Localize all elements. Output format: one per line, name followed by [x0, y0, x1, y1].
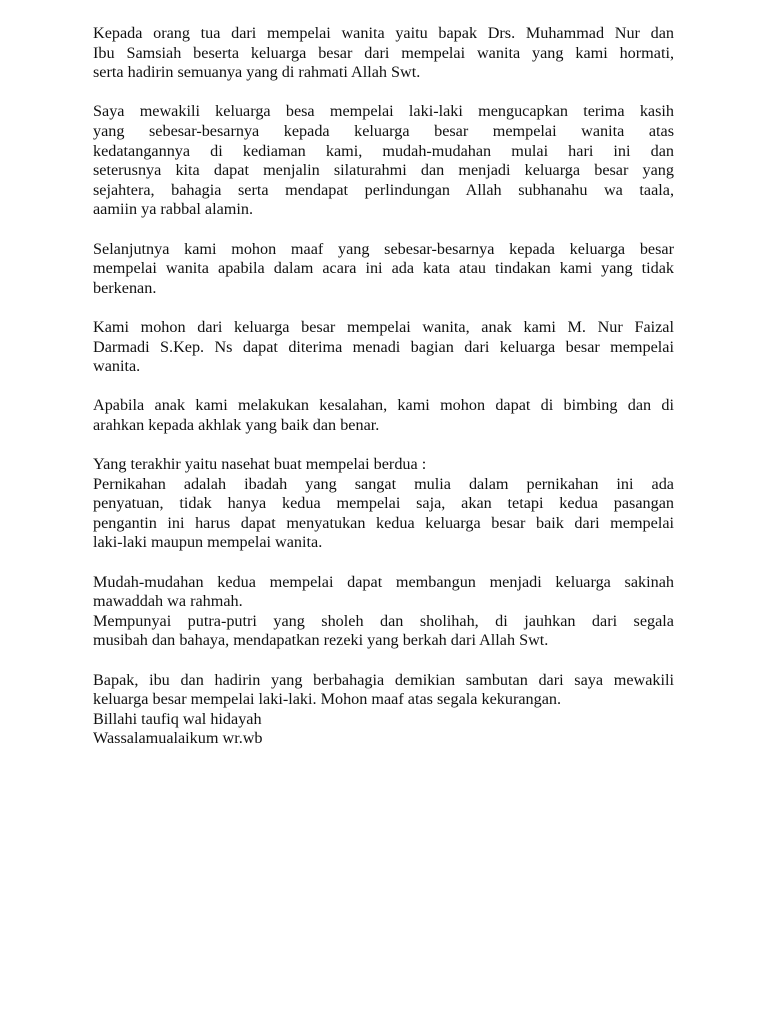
text-line: Mempunyai putra-putri yang sholeh dan sholihah, di jauhkan dari segala: [93, 611, 674, 630]
paragraph-thanks: [93, 102, 674, 220]
text-line: Yang terakhir yaitu nasehat buat mempelai berdua :: [93, 455, 427, 474]
text-line: arahkan kepada akhlak yang baik dan benar.: [93, 415, 380, 434]
text-line: mempelai wanita apabila dalam acara ini ada kata atau tindakan kami yang tidak: [93, 259, 674, 278]
text-line: Kami mohon dari keluarga besar mempelai wanita, anak kami M. Nur Faizal: [93, 317, 674, 336]
paragraph-greeting: [93, 24, 674, 83]
text-line: Kepada orang tua dari mempelai wanita yaitu bapak Drs. Muhammad Nur dan: [93, 24, 674, 42]
text-line: sejahtera, bahagia serta mendapat perlindungan Allah subhanahu wa taala,: [93, 180, 674, 199]
text-line: berkenan.: [93, 278, 157, 297]
text-line: Pernikahan adalah ibadah yang sangat mulia dalam pernikahan ini ada: [93, 474, 674, 493]
text-line: Bapak, ibu dan hadirin yang berbahagia demikian sambutan dari saya mewakili: [93, 670, 674, 689]
text-line: Billahi taufiq wal hidayah: [93, 709, 262, 728]
paragraph-advice: [93, 455, 674, 553]
text-line: Ibu Samsiah beserta keluarga besar dari mempelai wanita yang kami hormati,: [93, 43, 674, 62]
text-line: mawaddah wa rahmah.: [93, 592, 243, 611]
text-line: Selanjutnya kami mohon maaf yang sebesar-besarnya kepada keluarga besar: [93, 239, 674, 258]
text-line: wanita.: [93, 357, 141, 376]
paragraph-apology: [93, 240, 674, 299]
text-line: pengantin ini harus dapat menyatukan kedua keluarga besar baik dari mempelai: [93, 513, 674, 532]
text-line: Apabila anak kami melakukan kesalahan, kami mohon dapat di bimbing dan di: [93, 396, 674, 415]
document-page: [93, 24, 674, 749]
paragraph-closing: [93, 671, 674, 749]
text-line: laki-laki maupun mempelai wanita.: [93, 533, 323, 552]
text-line: Darmadi S.Kep. Ns dapat diterima menadi bagian dari keluarga besar mempelai: [93, 337, 674, 356]
text-line: Wassalamualaikum wr.wb: [93, 729, 263, 748]
paragraph-prayer: [93, 573, 674, 651]
text-line: musibah dan bahaya, mendapatkan rezeki yang berkah dari Allah Swt.: [93, 631, 549, 650]
text-line: penyatuan, tidak hanya kedua mempelai saja, akan tetapi kedua pasangan: [93, 494, 674, 513]
paragraph-request: [93, 318, 674, 377]
text-line: serta hadirin semuanya yang di rahmati Allah Swt.: [93, 63, 421, 82]
text-line: keluarga besar mempelai laki-laki. Mohon maaf atas segala kekurangan.: [93, 690, 562, 709]
text-line: Saya mewakili keluarga besa mempelai laki-laki mengucapkan terima kasih: [93, 102, 674, 121]
text-line: Mudah-mudahan kedua mempelai dapat membangun menjadi keluarga sakinah: [93, 572, 674, 591]
text-line: seterusnya kita dapat menjalin silaturahmi dan menjadi keluarga besar yang: [93, 161, 674, 180]
text-line: aamiin ya rabbal alamin.: [93, 200, 254, 219]
paragraph-guidance: [93, 396, 674, 435]
text-line: kedatangannya di kediaman kami, mudah-mudahan mulai hari ini dan: [93, 141, 674, 160]
text-line: yang sebesar-besarnya kepada keluarga besar mempelai wanita atas: [93, 121, 674, 140]
